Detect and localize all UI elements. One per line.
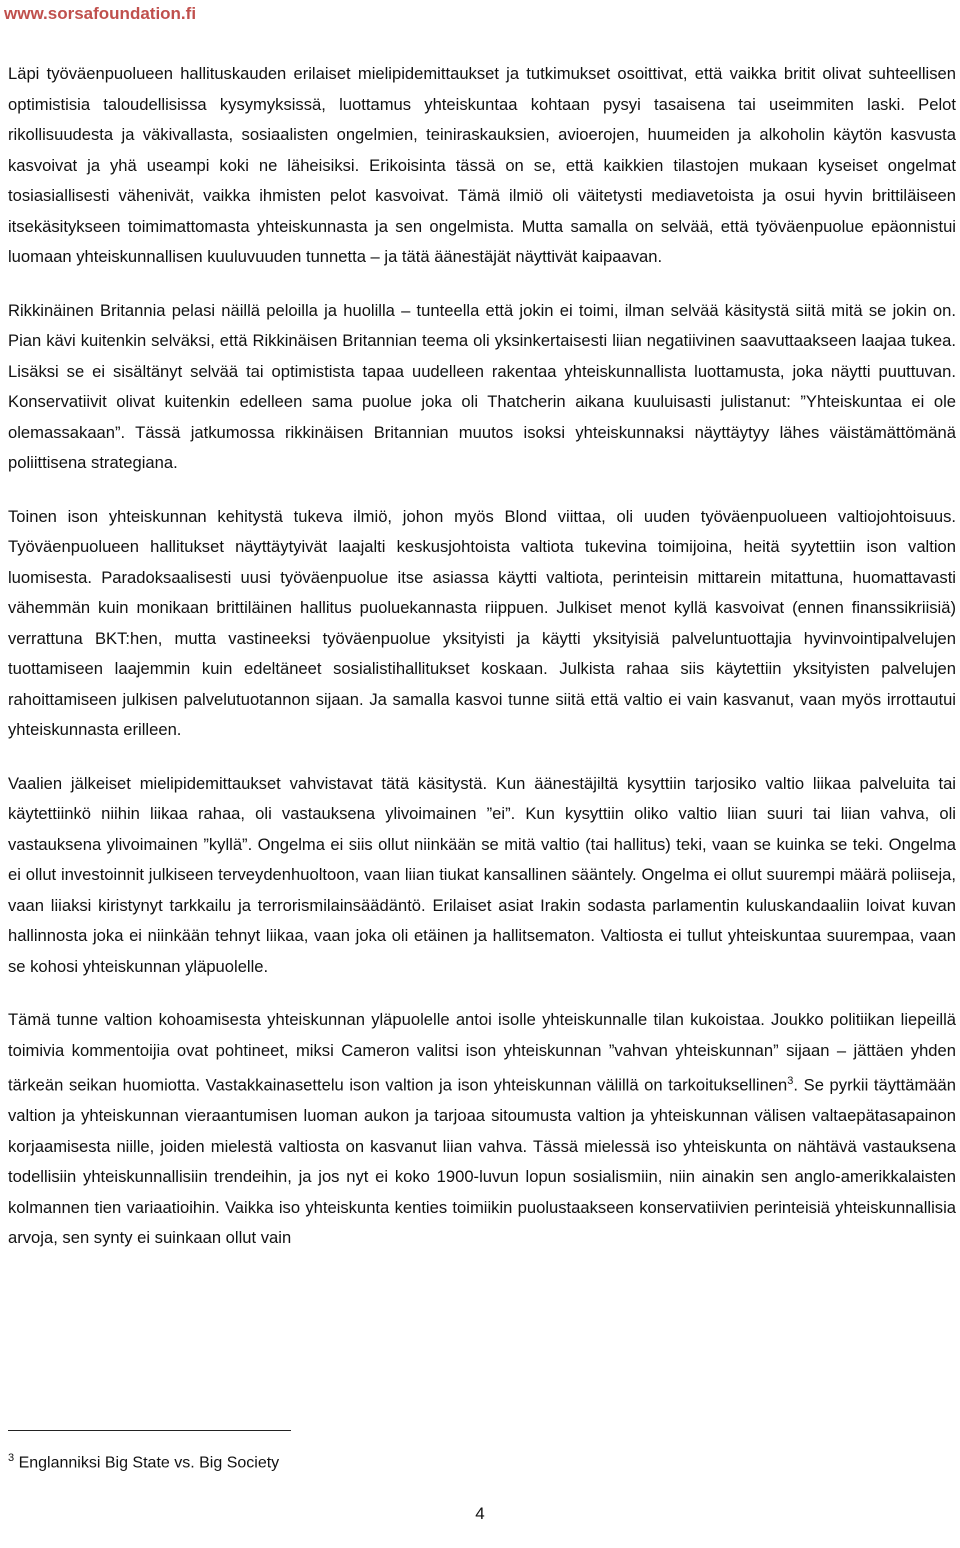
page-number: 4 [475, 1504, 485, 1523]
paragraph-text: Tämä tunne valtion kohoamisesta yhteiskunnan yläpuolelle antoi isolle yhteiskunnalle tilan kukoistaa. Joukko politiikan liepeillä toimivia kommentoijia ovat pohtineet, miksi Cameron valitsi ison yhteiskunnan ”vahvan yhteiskunnan” sijaan – jättäen yhden tärkeän seikan huomiotta. Vastakkainasettelu ison valtion ja ison yhteiskunnan välillä on tarkoituksellinen [8, 1010, 956, 1095]
footnote-reference[interactable]: 3 [787, 1075, 794, 1087]
paragraph-5 [8, 1005, 956, 1254]
footnote-text: Englanniksi Big State vs. Big Society [18, 1454, 280, 1472]
footnote [8, 1446, 279, 1475]
paragraph-2 [8, 296, 956, 479]
document-body [8, 59, 956, 1277]
paragraph-1 [8, 59, 956, 273]
paragraph-4 [8, 769, 956, 983]
paragraph-text: . Se pyrkii täyttämään valtion ja yhteiskunnan vieraantumisen luoman aukon ja tarjoaa sitoumusta valtion ja yhteiskunnan välisen valtaepätasapainon korjaamisesta niille, joiden mielestä valtiosta on kasvanut liian vahva. Tässä mielessä iso yhteiskunta on nähtävä vastauksena todellisiin yhteiskunnallisiin trendeihin, ja jos nyt ei koko 1900-luvun lopun sosialismiin, niin ainakin sen anglo-amerikkalaisten kolmannen tien variaatioihin. Vaikka iso yhteiskunta kenties toimiikin puolustaakseen konservatiivien perinteisiä yhteiskunnallisia arvoja, sen synty ei suinkaan ollut vain [8, 1075, 956, 1248]
paragraph-text: Toinen ison yhteiskunnan kehitystä tukeva ilmiö, johon myös Blond viittaa, oli uuden työväenpuolueen valtiojohtoisuus. Työväenpuolueen hallitukset näyttäytyivät laajalti keskusjohtoista valtiota tukevina toimijoina, heitä syytettiin ison valtion luomisesta. Paradoksaalisesti uusi työväenpuolue itse asiassa käytti valtiota, perinteisin mittarein mitattuna, huomattavasti vähemmän kuin monikaan brittiläinen hallitus puoluekannasta riippuen. Julkiset menot kyllä kasvoivat (ennen finanssikriisiä) verrattuna BKT:hen, mutta vastineeksi työväenpuolue yksityisti ja käytti yksityisiä palveluntuottajia hyvinvointipalvelujen tuottamiseen laajemmin kuin edeltäneet sosialistihallitukset koskaan. Julkista rahaa siis käytettiin yksityisten palvelujen rahoittamiseen julkisen palvelutuotannon sijaan. Ja samalla kasvoi tunne siitä että valtio ei vain kasvanut, vaan myös irrottautui yhteiskunnasta erilleen. [8, 506, 956, 739]
paragraph-text: Vaalien jälkeiset mielipidemittaukset vahvistavat tätä käsitystä. Kun äänestäjiltä kysyttiin tarjosiko valtio liikaa palveluita tai käytettiinkö niihin liikaa rahaa, oli vastauksena ylivoimainen ”ei”. Kun kysyttiin oliko valtio liian suuri tai liian vahva, oli vastauksena ylivoimainen ”kyllä”. Ongelma ei siis ollut niinkään se mitä valtio (tai hallitus) teki, vaan se kuinka se teki. Ongelma ei ollut investoinnit julkiseen terveydenhuoltoon, vaan liian tiukat kansallinen sääntely. Ongelma ei ollut suurempi määrä poliiseja, vaan liiaksi kiristynyt tarkkailu ja terrorismilainsäädäntö. Erilaiset asiat Irakin sodasta parlamentin kuluskandaaliin loivat kuvan hallinnosta joka ei niinkään tehnyt liikaa, vaan joka oli etäinen ja hallitsematon. Valtiosta ei tullut yhteiskuntaa suurempaa, vaan se kohosi yhteiskunnan yläpuolelle. [8, 773, 956, 976]
footnote-divider [8, 1430, 291, 1431]
paragraph-3 [8, 502, 956, 746]
site-link[interactable]: www.sorsafoundation.fi [4, 4, 197, 23]
paragraph-text: Läpi työväenpuolueen hallituskauden erilaiset mielipidemittaukset ja tutkimukset osoittivat, että vaikka britit olivat suhteellisen optimistisia taloudellisissa kysymyksissä, luottamus yhteiskuntaa kohtaan pysyi tasaisena tai useimmiten laski. Pelot rikollisuudesta ja väkivallasta, sosiaalisten ongelmien, teiniraskauksien, avioerojen, huumeiden ja alkoholin käytön kasvusta kasvoivat ja yhä useampi koki ne läheisiksi. Erikoisinta tässä on se, että kaikkien tilastojen mukaan kyseiset ongelmat tosiasiallisesti vähenivät, vaikka ihmisten pelot kasvoivat. Tämä ilmiö oli väitetysti mediavetoista ja osui hyvin brittiläiseen itsekäsitykseen toimimattomasta yhteiskunnasta ja sen ongelmista. Mutta samalla on selvää, että työväenpuolue epäonnistui luomaan yhteiskunnallisen kuuluvuuden tunnetta – ja tätä äänestäjät näyttivät kaipaavan. [8, 64, 956, 266]
footnote-number: 3 [8, 1452, 15, 1464]
paragraph-text: Rikkinäinen Britannia pelasi näillä peloilla ja huolilla – tunteella että jokin ei toimi, ilman selvää käsitystä siitä mitä se jokin on. Pian kävi kuitenkin selväksi, että Rikkinäisen Britannian teema oli yksinkertaisesti liian negatiivinen saavuttaakseen laajaa tukea. Lisäksi se ei sisältänyt selvää tai optimistista tapaa uudelleen rakentaa yhteiskunnallista luottamusta, joka näytti puuttuvan. Konservatiivit olivat kuitenkin edelleen sama puolue joka oli Thatcherin aikana kuuluisasti julistanut: ”Yhteiskuntaa ei ole olemassakaan”. Tässä jatkumossa rikkinäisen Britannian muutos isoksi yhteiskunnaksi näyttäytyy lähes väistämättömänä poliittisena strategiana. [8, 300, 956, 472]
